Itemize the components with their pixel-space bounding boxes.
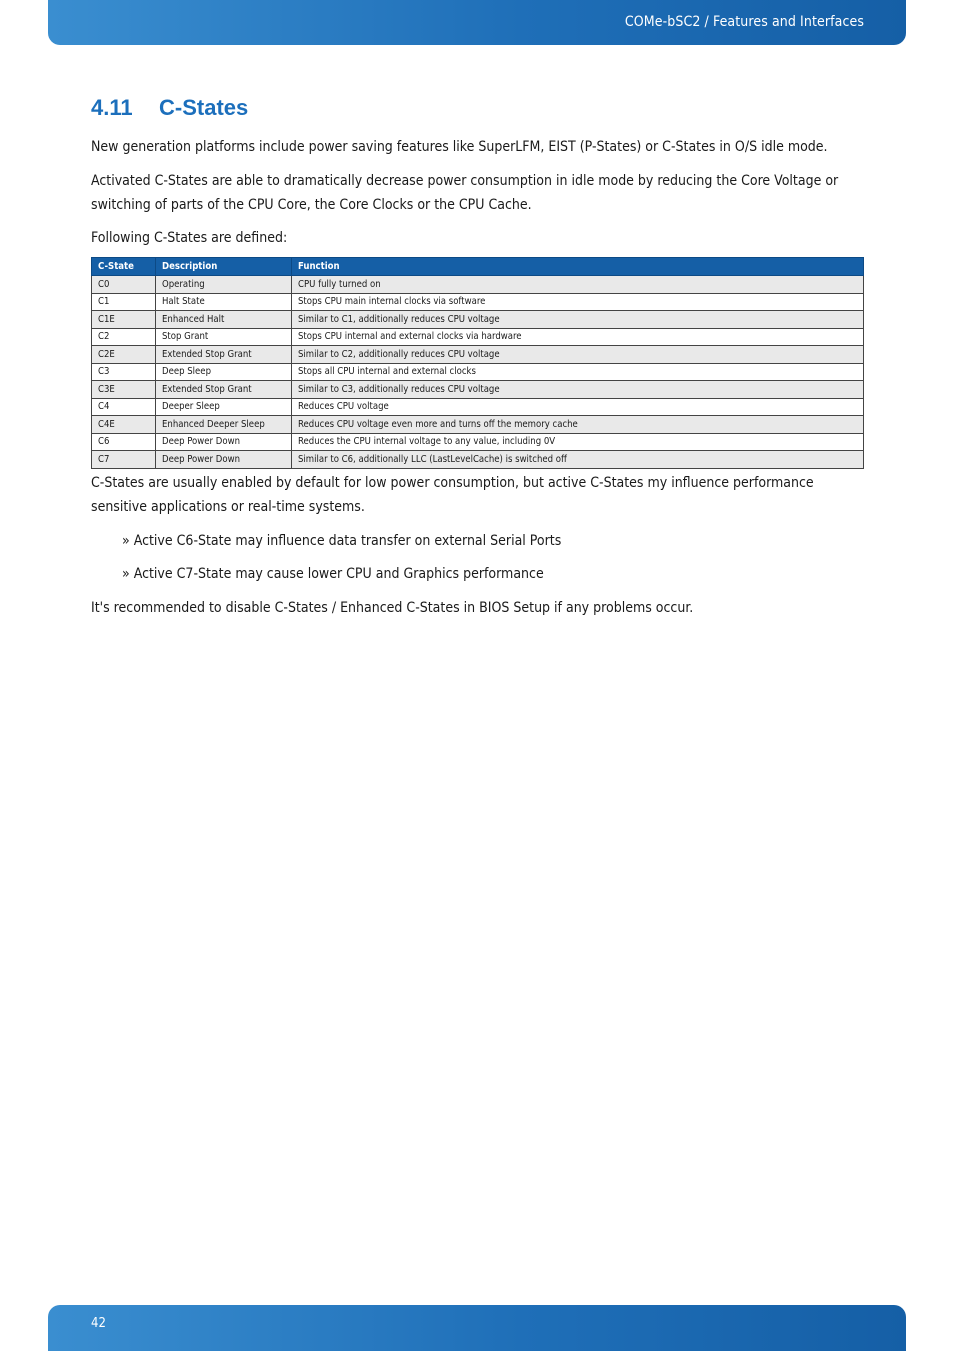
page-number: 42	[91, 1316, 106, 1331]
function-cell: Stops all CPU internal and external clocks	[292, 363, 864, 381]
function-cell: Similar to C3, additionally reduces CPU voltage	[292, 381, 864, 399]
table-row	[92, 451, 864, 469]
cstate-cell: C2E	[92, 346, 156, 364]
table-row	[92, 293, 864, 311]
cstate-cell: C2	[92, 328, 156, 346]
description-cell: Enhanced Halt	[156, 311, 292, 329]
table-header-row	[92, 258, 864, 276]
section-number: 4.11	[91, 95, 133, 120]
table-row	[92, 311, 864, 329]
cstate-cell: C7	[92, 451, 156, 469]
bullet-c6: » Active C6-State may influence data transfer on external Serial Ports	[122, 533, 562, 549]
description-cell: Stop Grant	[156, 328, 292, 346]
description-cell: Extended Stop Grant	[156, 381, 292, 399]
description-cell: Deep Sleep	[156, 363, 292, 381]
table-row	[92, 381, 864, 399]
cstate-cell: C3E	[92, 381, 156, 399]
section-heading	[91, 95, 248, 121]
cstate-cell: C1E	[92, 311, 156, 329]
description-cell: Deep Power Down	[156, 451, 292, 469]
description-cell: Operating	[156, 276, 292, 294]
description-cell: Halt State	[156, 293, 292, 311]
function-cell: Stops CPU internal and external clocks via hardware	[292, 328, 864, 346]
recommend-paragraph: It's recommended to disable C-States / Enhanced C-States in BIOS Setup if any problems occur.	[91, 600, 694, 616]
intro-paragraph: New generation platforms include power saving features like SuperLFM, EIST (P-States) or C-States in O/S idle mode.	[91, 139, 828, 155]
function-cell: Similar to C1, additionally reduces CPU voltage	[292, 311, 864, 329]
table-row	[92, 416, 864, 434]
section-title: C-States	[159, 95, 249, 120]
header-bar	[48, 0, 906, 45]
table-row	[92, 328, 864, 346]
table-row	[92, 433, 864, 451]
usually-paragraph: C-States are usually enabled by default for low power consumption, but active C-States my influence performance sensitive applications or real-time systems.	[91, 475, 814, 515]
cstates-table	[91, 257, 864, 469]
column-header-cstate: C-State	[92, 258, 156, 276]
column-header-description: Description	[156, 258, 292, 276]
document-title: COMe-bSC2 / Features and Interfaces	[624, 14, 864, 30]
table-row	[92, 346, 864, 364]
cstate-cell: C4E	[92, 416, 156, 434]
description-cell: Deep Power Down	[156, 433, 292, 451]
description-cell: Extended Stop Grant	[156, 346, 292, 364]
description-cell: Deeper Sleep	[156, 398, 292, 416]
function-cell: Reduces CPU voltage	[292, 398, 864, 416]
function-cell: CPU fully turned on	[292, 276, 864, 294]
table-row	[92, 398, 864, 416]
column-header-function: Function	[292, 258, 864, 276]
table-row	[92, 276, 864, 294]
function-cell: Similar to C6, additionally LLC (LastLevelCache) is switched off	[292, 451, 864, 469]
function-cell: Stops CPU main internal clocks via software	[292, 293, 864, 311]
cstate-cell: C0	[92, 276, 156, 294]
footer-bar	[48, 1305, 906, 1351]
cstate-cell: C3	[92, 363, 156, 381]
function-cell: Similar to C2, additionally reduces CPU voltage	[292, 346, 864, 364]
bullet-c7: » Active C7-State may cause lower CPU and Graphics performance	[122, 566, 544, 582]
description-cell: Enhanced Deeper Sleep	[156, 416, 292, 434]
function-cell: Reduces the CPU internal voltage to any value, including 0V	[292, 433, 864, 451]
following-paragraph: Following C-States are defined:	[91, 230, 288, 246]
cstate-cell: C1	[92, 293, 156, 311]
function-cell: Reduces CPU voltage even more and turns off the memory cache	[292, 416, 864, 434]
cstate-cell: C6	[92, 433, 156, 451]
table-row	[92, 363, 864, 381]
activated-paragraph: Activated C-States are able to dramatically decrease power consumption in idle mode by reducing the Core Voltage or switching of parts of the CPU Core, the Core Clocks or the CPU Cache.	[91, 173, 839, 213]
cstate-cell: C4	[92, 398, 156, 416]
